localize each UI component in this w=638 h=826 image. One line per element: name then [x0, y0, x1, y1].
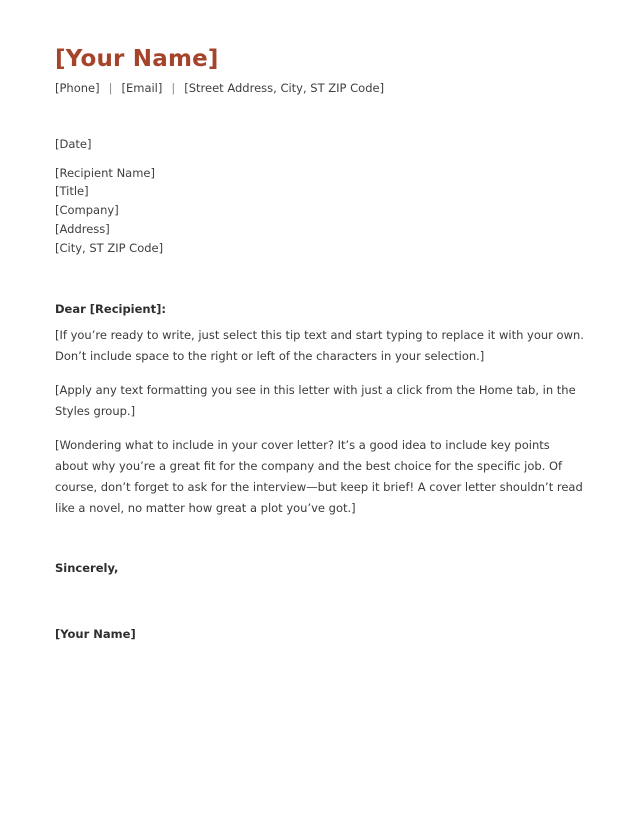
contact-separator: |: [108, 80, 113, 95]
email-placeholder: [Email]: [121, 80, 163, 95]
phone-placeholder: [Phone]: [55, 80, 100, 95]
contact-separator: |: [171, 80, 176, 95]
contact-info-line: [55, 81, 586, 95]
body-paragraph-tip-text: [If you’re ready to write, just select this tip text and start typing to replace it with your own. Don’t include space to the right or left of the characters in your selection.]: [55, 327, 584, 363]
recipient-title-line: [Title]: [55, 184, 89, 199]
signature-name-placeholder: [Your Name]: [55, 626, 136, 641]
date-placeholder: [Date]: [55, 136, 92, 151]
salutation-line: Dear [Recipient]:: [55, 301, 166, 316]
recipient-name-line: [Recipient Name]: [55, 165, 155, 180]
sender-name-heading: [Your Name]: [55, 46, 219, 72]
recipient-city-line: [City, ST ZIP Code]: [55, 240, 164, 255]
recipient-address-line: [Address]: [55, 221, 110, 236]
closing-line: Sincerely,: [55, 560, 119, 575]
recipient-address-block: [55, 164, 586, 258]
street-address-placeholder: [Street Address, City, ST ZIP Code]: [184, 80, 385, 95]
body-paragraph-formatting: [Apply any text formatting you see in this letter with just a click from the Home tab, in the Styles group.]: [55, 382, 576, 418]
recipient-company-line: [Company]: [55, 203, 119, 218]
body-paragraph-advice: [Wondering what to include in your cover letter? It’s a good idea to include key points about why you’re a great fit for the company and the best choice for the specific job. Of course, don’t forget to ask for the interview—but keep it brief! A cover letter shouldn’t read like a novel, no matter how great a plot you’ve got.]: [55, 437, 583, 515]
